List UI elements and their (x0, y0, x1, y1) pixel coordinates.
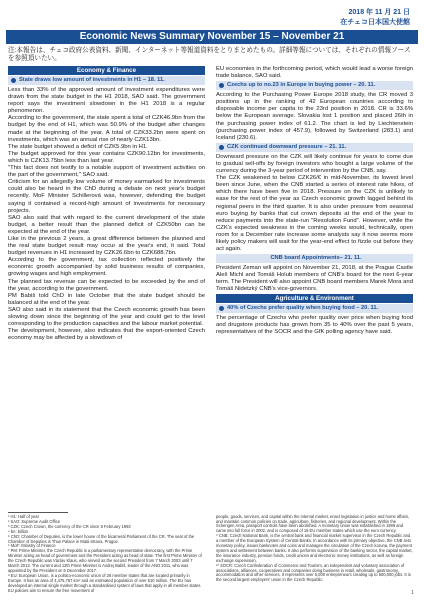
bullet-circle-icon (219, 306, 224, 311)
paragraph: Downward pressure on the CZK will likely continue for years to come due to gradual sell-offs by foreign investors who bought a large volume of the currency during the 3-year period of intervention by the CNB, say. (216, 153, 413, 175)
page-title: Economic News Summary November 15 – November 21 (6, 30, 418, 44)
paragraph: President Zeman will appoint on November 21, 2018, at the Prague Castle Aleš Michl and Tomáš Holub members of CNB's board for the next 6-year term. The President will also appoint CNB board members Marek Mora and Tomáš Nidetzký CNB's vice-governors. (216, 265, 413, 293)
footnote: ⁸ EU: European Union, is a politico-economic union of 28 member states that are located primarily in Europe. It has an area of 4,475,757 km² and an estimated population of over 510 million. The EU has developed an internal single market through a standardised system of laws that apply in all member states. EU policies aim to ensure the free movement of (8, 572, 202, 593)
footnote: ¹⁰ SOCR: Czech Confederation of Commerce and Tourism, an independent and voluntary association of associations, alliances, cooperatives and companies doing business in retail, wholesale, gastronomy, accommodation and other services. It represents over 6,000 entrepreneurs creating up to 500,000 jobs. It is the second largest employers' union in the Czech Republic. (216, 562, 411, 583)
article-header-food-quality (216, 304, 413, 313)
footnote: ⁷ PM: Prime Minister, the Czech Republic is a parliamentary representative democracy, with the Prime Minister acting as head of government and the President acting as head of state. The first Prime Minister of the Czech Republic was Václav Klaus, who served as the second President from 7 March 2003 until 7 March 2013. The current and 12th Prime Minister is Andrej Babiš, leader of the ANO 2011, who was appointed by the President on 6 December 2017. (8, 548, 202, 573)
paragraph: "This fact does not testify to a notable support of investment activities on the part of the government," SAO said. (8, 165, 205, 179)
paragraph: According to the Purchasing Power Europe 2018 study, the CR moved 3 positions up in the ranking of 42 European countries according to disposable income per capita to the 23rd position in 2018. CR is 33.6% below the European average. Slovakia lost 1 position and placed 26th in the purchasing power index of 61.2. The chart is led by Liechtenstein (purchasing power index of 457.9), followed by Switzerland (283.1) and Iceland (230.6). (216, 92, 413, 141)
paragraph: SAO also said that with regard to the current development of the state budget, a better result than the planned deficit of CZK50bn can be expected at the end of the year. (8, 214, 205, 235)
article-title: CNB board Appointments– 21. 11. (270, 255, 362, 262)
disclaimer-note: 注:本報告は、チェコ政府公表資料、新聞、インターネット等報道資料をとりまとめたもの。詳細等報については、それぞれの情報ソースを参照頂いたい。 (8, 47, 411, 62)
paragraph: The development, however, also indicates that the export-oriented Czech economy may be affected by a slowdown of (8, 328, 205, 342)
paragraph: The state budget showed a deficit of CZK5.9bn in H1. (8, 143, 148, 150)
paragraph: EU economies in the forthcoming period, which would lead a worse foreign trade balance, SAO said. (216, 66, 413, 80)
footnotes-left (8, 512, 205, 594)
paragraph: SAO also said in its statement that the Czech economic growth has been slowing down since the beginning of the year and could get to the level corresponding to the production capacities and the labour market potential. (8, 306, 205, 328)
paragraph: According to the government, tax collection reflected positively the economic growth accompanied by solid business results of companies, growing wages and high employment. (8, 257, 205, 278)
paragraph: The budget approved for this year contains CZK90.12bn for investments, which is CZK13.75bn less than last year. (8, 150, 205, 164)
paragraph: The CZK weakened to below CZK26/€ in mid-November, its lowest level been since June, when the CNB started a series of interest rate hikes, of which there have been five in 2018. Pressure on the CZK is unlikely to ease for the rest of the year as Czech economic growth lagged behind its regional peers in the third quarter. It is also under pressure from seasonal euro buying by banks that cut crown deposits at the end of the year to reduce payments into the state-run "Resolution Fund". However, while the CZK's expected weakness in the coming weeks would, technically, open room for a December rate increase some analysts say it now seems more likely policy makers will wait for the year-end effect to fizzle out before they act again. (216, 175, 413, 253)
footnote: ⁵ ChD: Chamber of Deputies, is the lower house of the bicameral Parliament of the CR. The seat of the Chamber of Deputies is Thun Palace in Malá Strana, Prague. (8, 533, 195, 544)
paragraph: The planned tax revenue can be expected to be exceeded by the end of the year, according to the government. (8, 278, 205, 292)
article-header-buying-power (216, 81, 413, 90)
article-header-investments (8, 76, 205, 85)
paragraph: Less than 33% of the approved amount of investment expenditures were drawn from the state budget in the H1 2018, SAO said. The government report says the investment slowdown in the H1 2018 is a regular phenomenon. (8, 87, 205, 115)
paragraph: PM Babiš told ChD in late October that the state budget should be balanced at the end of the year. (8, 292, 205, 306)
footnote: ¹ H1: Half of year (8, 514, 39, 519)
paragraph: According to the government, the state spent a total of CZK46.9bn from the budget by the end of H1, which was 50.9% of the budget after changes made at the beginning of the year. A total of CZK33.2bn were spent on investments, which was an annual rise of nearly CZK13bn. (8, 115, 205, 143)
page-number: 1 (411, 590, 414, 596)
footnote: ² SAO: Supreme Audit Office (8, 518, 61, 524)
article-title: State draws low amount of investments in H1 – 18. 11. (19, 77, 165, 83)
bullet-circle-icon (11, 78, 16, 83)
article-title: Czechs up to no.23 in Europe in buying power – 20. 11. (227, 82, 376, 89)
left-column (8, 66, 205, 342)
paragraph: Like in the previous 2 years, a great difference between the planned and the real state budget result may occur at the year's end, it said. Total budget revenues in H1 increased by CZK26.6bn to CZK688.7bn. (8, 235, 205, 257)
footnote: ⁴ bn: billion (8, 528, 29, 534)
footnote: ³ CZK: Czech Crown, the currency of the CR since 8 February 1993 (8, 523, 131, 529)
article-title: CZK continued downward pressure – 21. 11. (227, 143, 347, 150)
bullet-circle-icon (219, 83, 224, 88)
article-header-cnb-board (216, 254, 413, 263)
footnote: ⁹ CNB: Czech National Bank, is the central bank and financial market supervisor in the Czech Republic and a member of the European System of Central Banks. In accordance with its primary objective, the CNB sets monetary policy, issues banknotes and coins and manages the circulation of the Czech koruna, the payment system and settlement between banks. It also performs supervision of the banking sector, the capital market, the insurance industry, pension funds, credit unions and electronic money institutions, as well as foreign exchange supervision. (216, 533, 413, 563)
footnotes-right (216, 512, 413, 583)
report-date: 2018 年 11 月 21 日 (348, 9, 410, 16)
article-header-czk-pressure (216, 143, 413, 152)
bullet-circle-icon (219, 145, 224, 150)
footnote-divider (8, 512, 68, 513)
paragraph: The percentage of Czechs who prefer quality over price when buying food and drugstore products has grown from 35 to 40% over the past 5 years, representatives of the SOCR and the GfK polling agency have said. (216, 314, 413, 335)
section-header-economy: Economy & Finance (8, 66, 205, 75)
issuing-organization: 在チェコ日本国大使館 (340, 19, 410, 26)
section-header-agriculture: Agriculture & Environment (216, 294, 413, 303)
paragraph: Criticism for an allegedly low volume of money earmarked for investments could also be heard in the ChD during a debate on next year's budget recently. MoF Minister Schillerová was, however, defending the budget saying it contained a record-high amount of investments for necessary projects. (8, 179, 205, 214)
header-block (340, 8, 410, 28)
footnote: ⁶ MoF: Ministry of Finance (8, 543, 56, 549)
article-title: 40% of Czechs prefer quality when buying food – 20. 11. (227, 304, 379, 311)
right-column (216, 66, 413, 336)
footnote: people, goods, services, and capital within the internal market, enact legislation in justice and home affairs, and maintain common policies on trade, agriculture, fisheries, and regional development. Within the Schengen Area, passport controls have been abolished. A monetary union was established in 1999 and came into full force in 2002, and is composed of 19 EU member states which use the euro currency. (216, 513, 410, 534)
